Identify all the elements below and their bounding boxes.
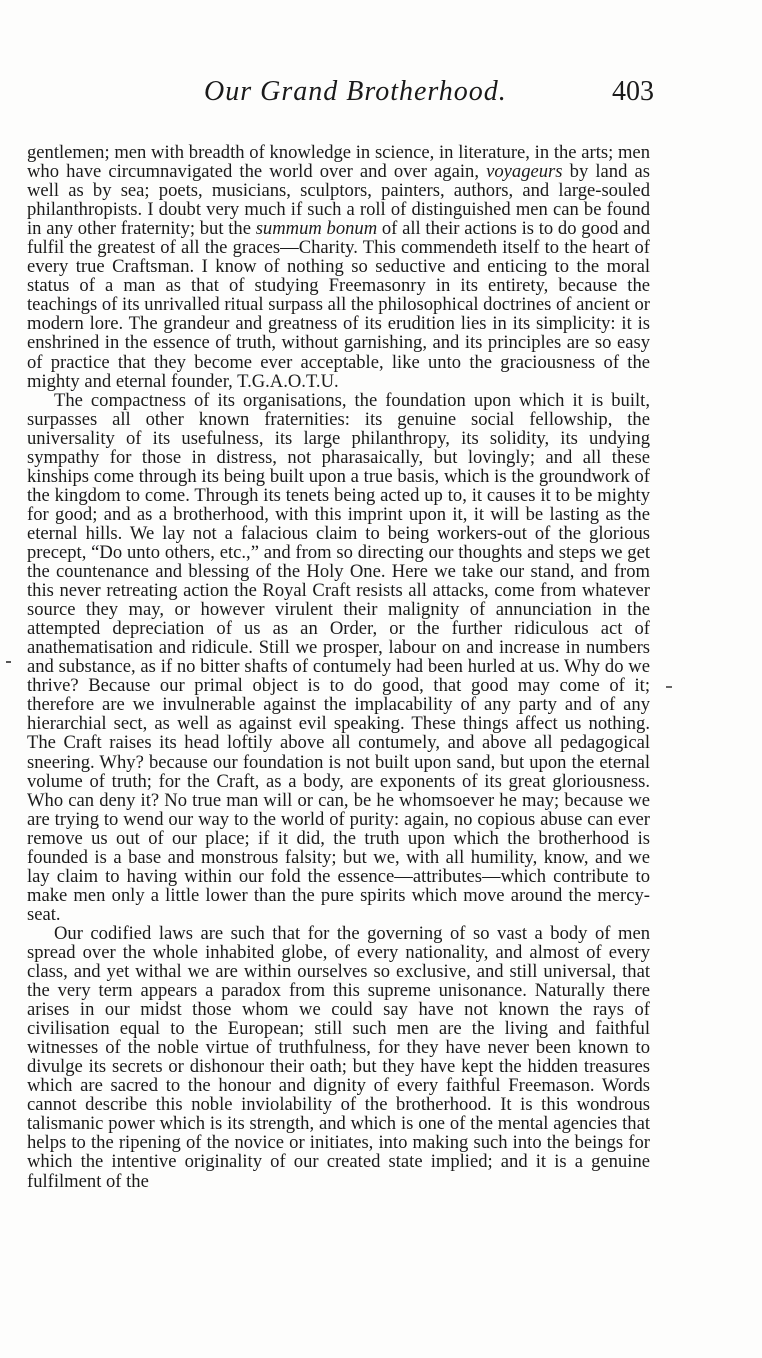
- italic-phrase: voyageurs: [486, 161, 563, 183]
- text-run: Our codified laws are such that for the governing of so vast a body of men spread over the whole inhabited globe, of every nationality, and almost of every class, and yet withal we are within ourselves so exclusive, and still universal, that the very term appears a paradox from this supreme unisonance. Naturally there arises in our midst those whom we could say have not known the rays of civilisation equal to the European; still such men are the living and faithful witnesses of the noble virtue of truthfulness, for they have never been known to divulge its secrets or dishonour their oath; but they have kept the hidden treasures which are sacred to the honour and dignity of every faithful Freemason. Words cannot describe this noble inviolability of the brotherhood. It is this wondrous talismanic power which is its strength, and which is one of the mental agencies that helps to the ripening of the novice or initiates, into making such into the beings for which the intentive originality of our created state implied; and it is a genuine fulfilment of the: [27, 922, 650, 1192]
- page-header: [0, 76, 762, 116]
- italic-phrase: summum bonum: [255, 218, 378, 240]
- text-run: of all their actions is to do good and fulfil the greatest of all the graces—Charity. This commendeth itself to the heart of every true Craftsman. I know of nothing so seductive and enticing to the moral status of a man as that of studying Freemasonry in its entirety, because the teachings of its unrivalled ritual surpass all the philosophical doctrines of ancient or modern lore. The grandeur and greatness of its erudition lies in its simplicity: it is enshrined in the essence of truth, without garnishing, and its principles are so easy of practice that they become ever acceptable, like unto the graciousness of the mighty and eternal founder, T.G.A.O.T.U.: [27, 218, 650, 392]
- body-text: [27, 143, 650, 1191]
- paragraph: [27, 143, 650, 391]
- margin-mark: [666, 686, 672, 688]
- margin-mark: [6, 661, 11, 663]
- paragraph: [27, 924, 650, 1191]
- running-title: Our Grand Brotherhood.: [204, 76, 507, 107]
- paragraph: [27, 391, 650, 924]
- text-run: gentlemen; men with breadth of knowledge in science, in literature, in the arts; men who have circumnavigated the world over and over again,: [27, 142, 650, 183]
- page-number: 403: [612, 76, 654, 107]
- text-run: The compactness of its organisations, the foundation upon which it is built, surpasses all other known fraternities: its genuine social fellowship, the universality of its usefulness, its large philanthropy, its solidity, its undying sympathy for those in distress, not pharasaically, but lovingly; and all these kinships come through its being built upon a true basis, which is the groundwork of the kingdom to come. Through its tenets being acted up to, it causes it to be mighty for good; and as a brotherhood, with this imprint upon it, it will be lasting as the eternal hills. We lay not a falacious claim to being workers-out of the glorious precept, “Do unto others, etc.,” and from so directing our thoughts and steps we get the countenance and blessing of the Holy One. Here we take our stand, and from this never retreating action the Royal Craft resists all attacks, come from whatever source they may, or however virulent their malignity of annunciation in the attempted depreciation of us as an Order, or the further ridiculous act of anathematisation and ridicule. Still we prosper, labour on and increase in numbers and substance, as if no bitter shafts of contumely had been hurled at us. Why do we thrive? Because our primal object is to do good, that good may come of it; therefore are we invulnerable against the implacability of any party and of any hierarchial sect, as well as against evil speaking. These things affect us nothing. The Craft raises its head loftily above all contumely, and above all pedagogical sneering. Why? because our foundation is not built upon sand, but upon the eternal volume of truth; for the Craft, as a body, are exponents of its great gloriousness. Who can deny it? No true man will or can, be he whomsoever he may; because we are trying to wend our way to the world of purity: again, no copious abuse can ever remove us out of our place; if it did, the truth upon which the brotherhood is founded is a base and monstrous falsity; but we, with all humility, know, and we lay claim to having within our fold the essence—attributes—which contribute to make men only a little lower than the pure spirits which move around the mercy-seat.: [27, 389, 650, 925]
- text-run: by land as well as by sea; poets, musicians, sculptors, painters, authors, and large-souled philanthropists. I doubt very much if such a roll of distinguished men can be found in any other fraternity; but the: [27, 161, 650, 240]
